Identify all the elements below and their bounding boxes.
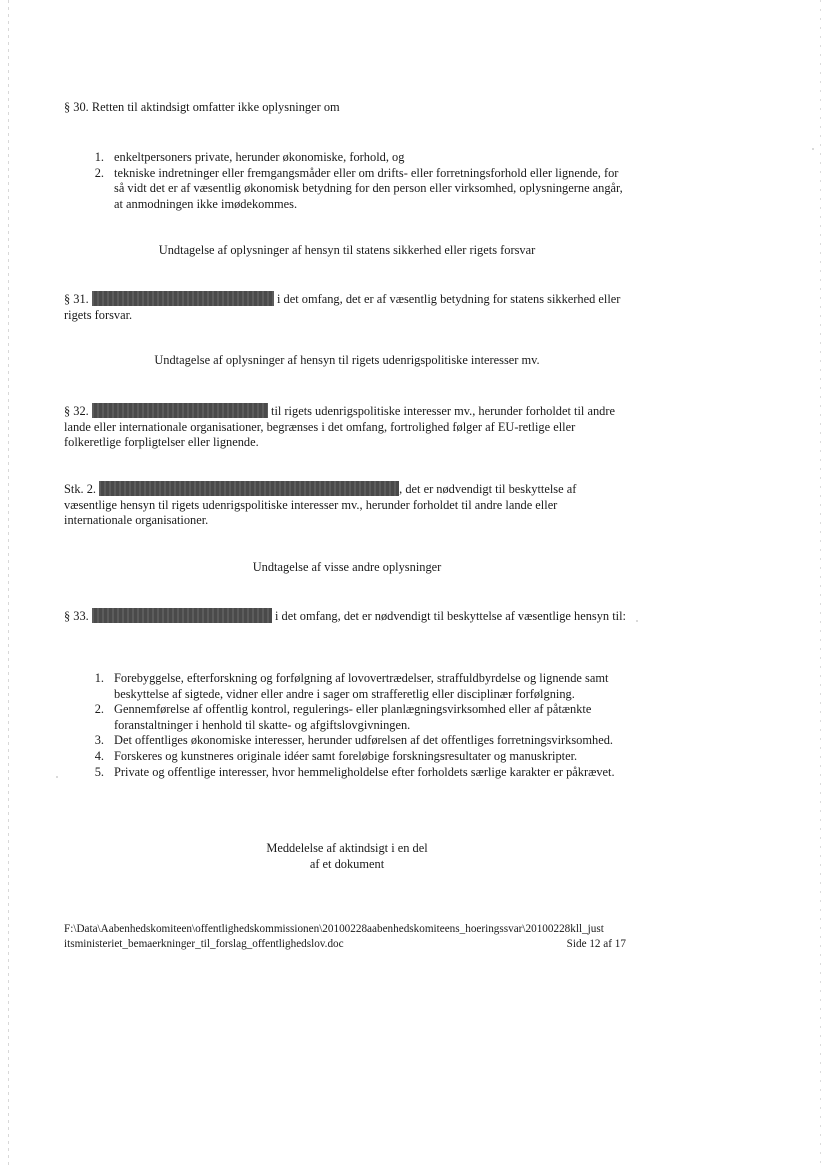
section-text: til rigets udenrigspolitiske interesser mv., herunder forholdet til andre lande eller internationale organisationer, begrænses i det omfang, fortrolighed følger af EU-retlige eller folkeretlige forpligtelser eller lignende.	[64, 404, 615, 450]
heading-line-2: af et dokument	[309, 856, 385, 871]
section-32	[64, 403, 626, 451]
list-number: 5.	[94, 764, 104, 779]
heading-udenrigspolitiske: Undtagelse af oplysninger af hensyn til rigets udenrigspolitiske interesser mv.	[154, 353, 540, 367]
redaction-mark	[92, 291, 274, 306]
redaction-mark	[92, 403, 268, 418]
scan-edge-right	[820, 0, 821, 1168]
section-30-intro: § 30. Retten til aktindsigt omfatter ikke oplysninger om	[64, 100, 340, 114]
heading-statens-sikkerhed: Undtagelse af oplysninger af hensyn til statens sikkerhed eller rigets forsvar	[158, 243, 536, 257]
redaction-mark	[92, 608, 272, 623]
list-text: Gennemførelse af offentlig kontrol, regulerings- eller planlægningsvirksomhed eller af påtænkte foranstaltninger i henhold til skatte- og afgiftslovgivningen.	[114, 702, 592, 732]
list-item	[86, 733, 626, 749]
section-number: § 31.	[64, 292, 89, 306]
list-text: tekniske indretninger eller fremgangsmåder eller om drifts- eller forretningsforhold eller lignende, for så vidt det er af væsentlig økonomisk betydning for den person eller virksomhed, oplysningerne angår, at anmodningen ikke imødekommes.	[114, 165, 623, 211]
list-number: 3.	[94, 733, 104, 748]
list-number: 2.	[94, 702, 104, 717]
scan-speck	[636, 620, 638, 622]
heading-delvis-aktindsigt	[64, 841, 630, 872]
scan-speck	[812, 148, 814, 150]
list-item	[86, 749, 626, 765]
section-text: i det omfang, det er nødvendigt til beskyttelse af væsentlige hensyn til:	[275, 609, 626, 623]
footer-row	[64, 937, 626, 952]
list-text: enkeltpersoners private, herunder økonomiske, forhold, og	[114, 150, 405, 164]
footer-file-name: itsministeriet_bemaerkninger_til_forslag_offentlighedslov.doc	[64, 937, 344, 950]
heading-andre-oplysninger: Undtagelse af visse andre oplysninger	[252, 560, 442, 574]
list-number: 1.	[94, 150, 104, 164]
list-item	[86, 166, 626, 213]
scan-speck	[56, 776, 58, 778]
section-number: § 32.	[64, 404, 89, 418]
footer-page-number: Side 12 af 17	[566, 937, 626, 950]
section-33-list	[86, 671, 626, 780]
page-footer	[64, 922, 626, 951]
heading-line-1: Meddelelse af aktindsigt i en del	[266, 841, 428, 855]
scan-edge-left	[8, 0, 9, 1168]
redaction-mark	[99, 481, 399, 496]
list-text: Forskeres og kunstneres originale idéer samt foreløbige forskningsresultater og manuskripter.	[114, 748, 578, 763]
section-32-stk-2	[64, 481, 626, 529]
section-number: Stk. 2.	[64, 482, 97, 496]
list-number: 4.	[94, 748, 104, 763]
list-item	[86, 702, 626, 733]
section-text: i det omfang, det er af væsentlig betydning for statens sikkerhed eller rigets forsvar.	[64, 292, 621, 322]
section-text: , det er nødvendigt til beskyttelse af væsentlige hensyn til rigets udenrigspolitiske interesser mv., herunder forholdet til andre lande eller internationale organisationer.	[64, 482, 577, 528]
list-number: 2.	[94, 165, 104, 180]
list-text: Det offentliges økonomiske interesser, herunder udførelsen af det offentliges forretningsvirksomhed.	[114, 733, 614, 748]
list-item	[86, 671, 626, 702]
section-30-list	[86, 150, 626, 212]
list-text: Forebyggelse, efterforskning og forfølgning af lovovertrædelser, straffuldbyrdelse og lignende samt beskyttelse af sigtede, vidner eller andre i sager om strafferetlig eller disciplinær forfølgning.	[114, 671, 609, 701]
list-item	[86, 150, 626, 166]
section-33	[64, 608, 630, 625]
list-number: 1.	[94, 671, 104, 685]
footer-file-path: F:\Data\Aabenhedskomiteen\offentlighedskommissionen\20100228aabenhedskomiteens_hoeringssvar\20100228kll_just	[64, 923, 604, 935]
section-31	[64, 291, 624, 323]
section-number: § 33.	[64, 609, 89, 623]
list-item	[86, 765, 626, 781]
list-text: Private og offentlige interesser, hvor hemmeligholdelse efter forholdets særlige karakter er påkrævet.	[114, 764, 615, 779]
